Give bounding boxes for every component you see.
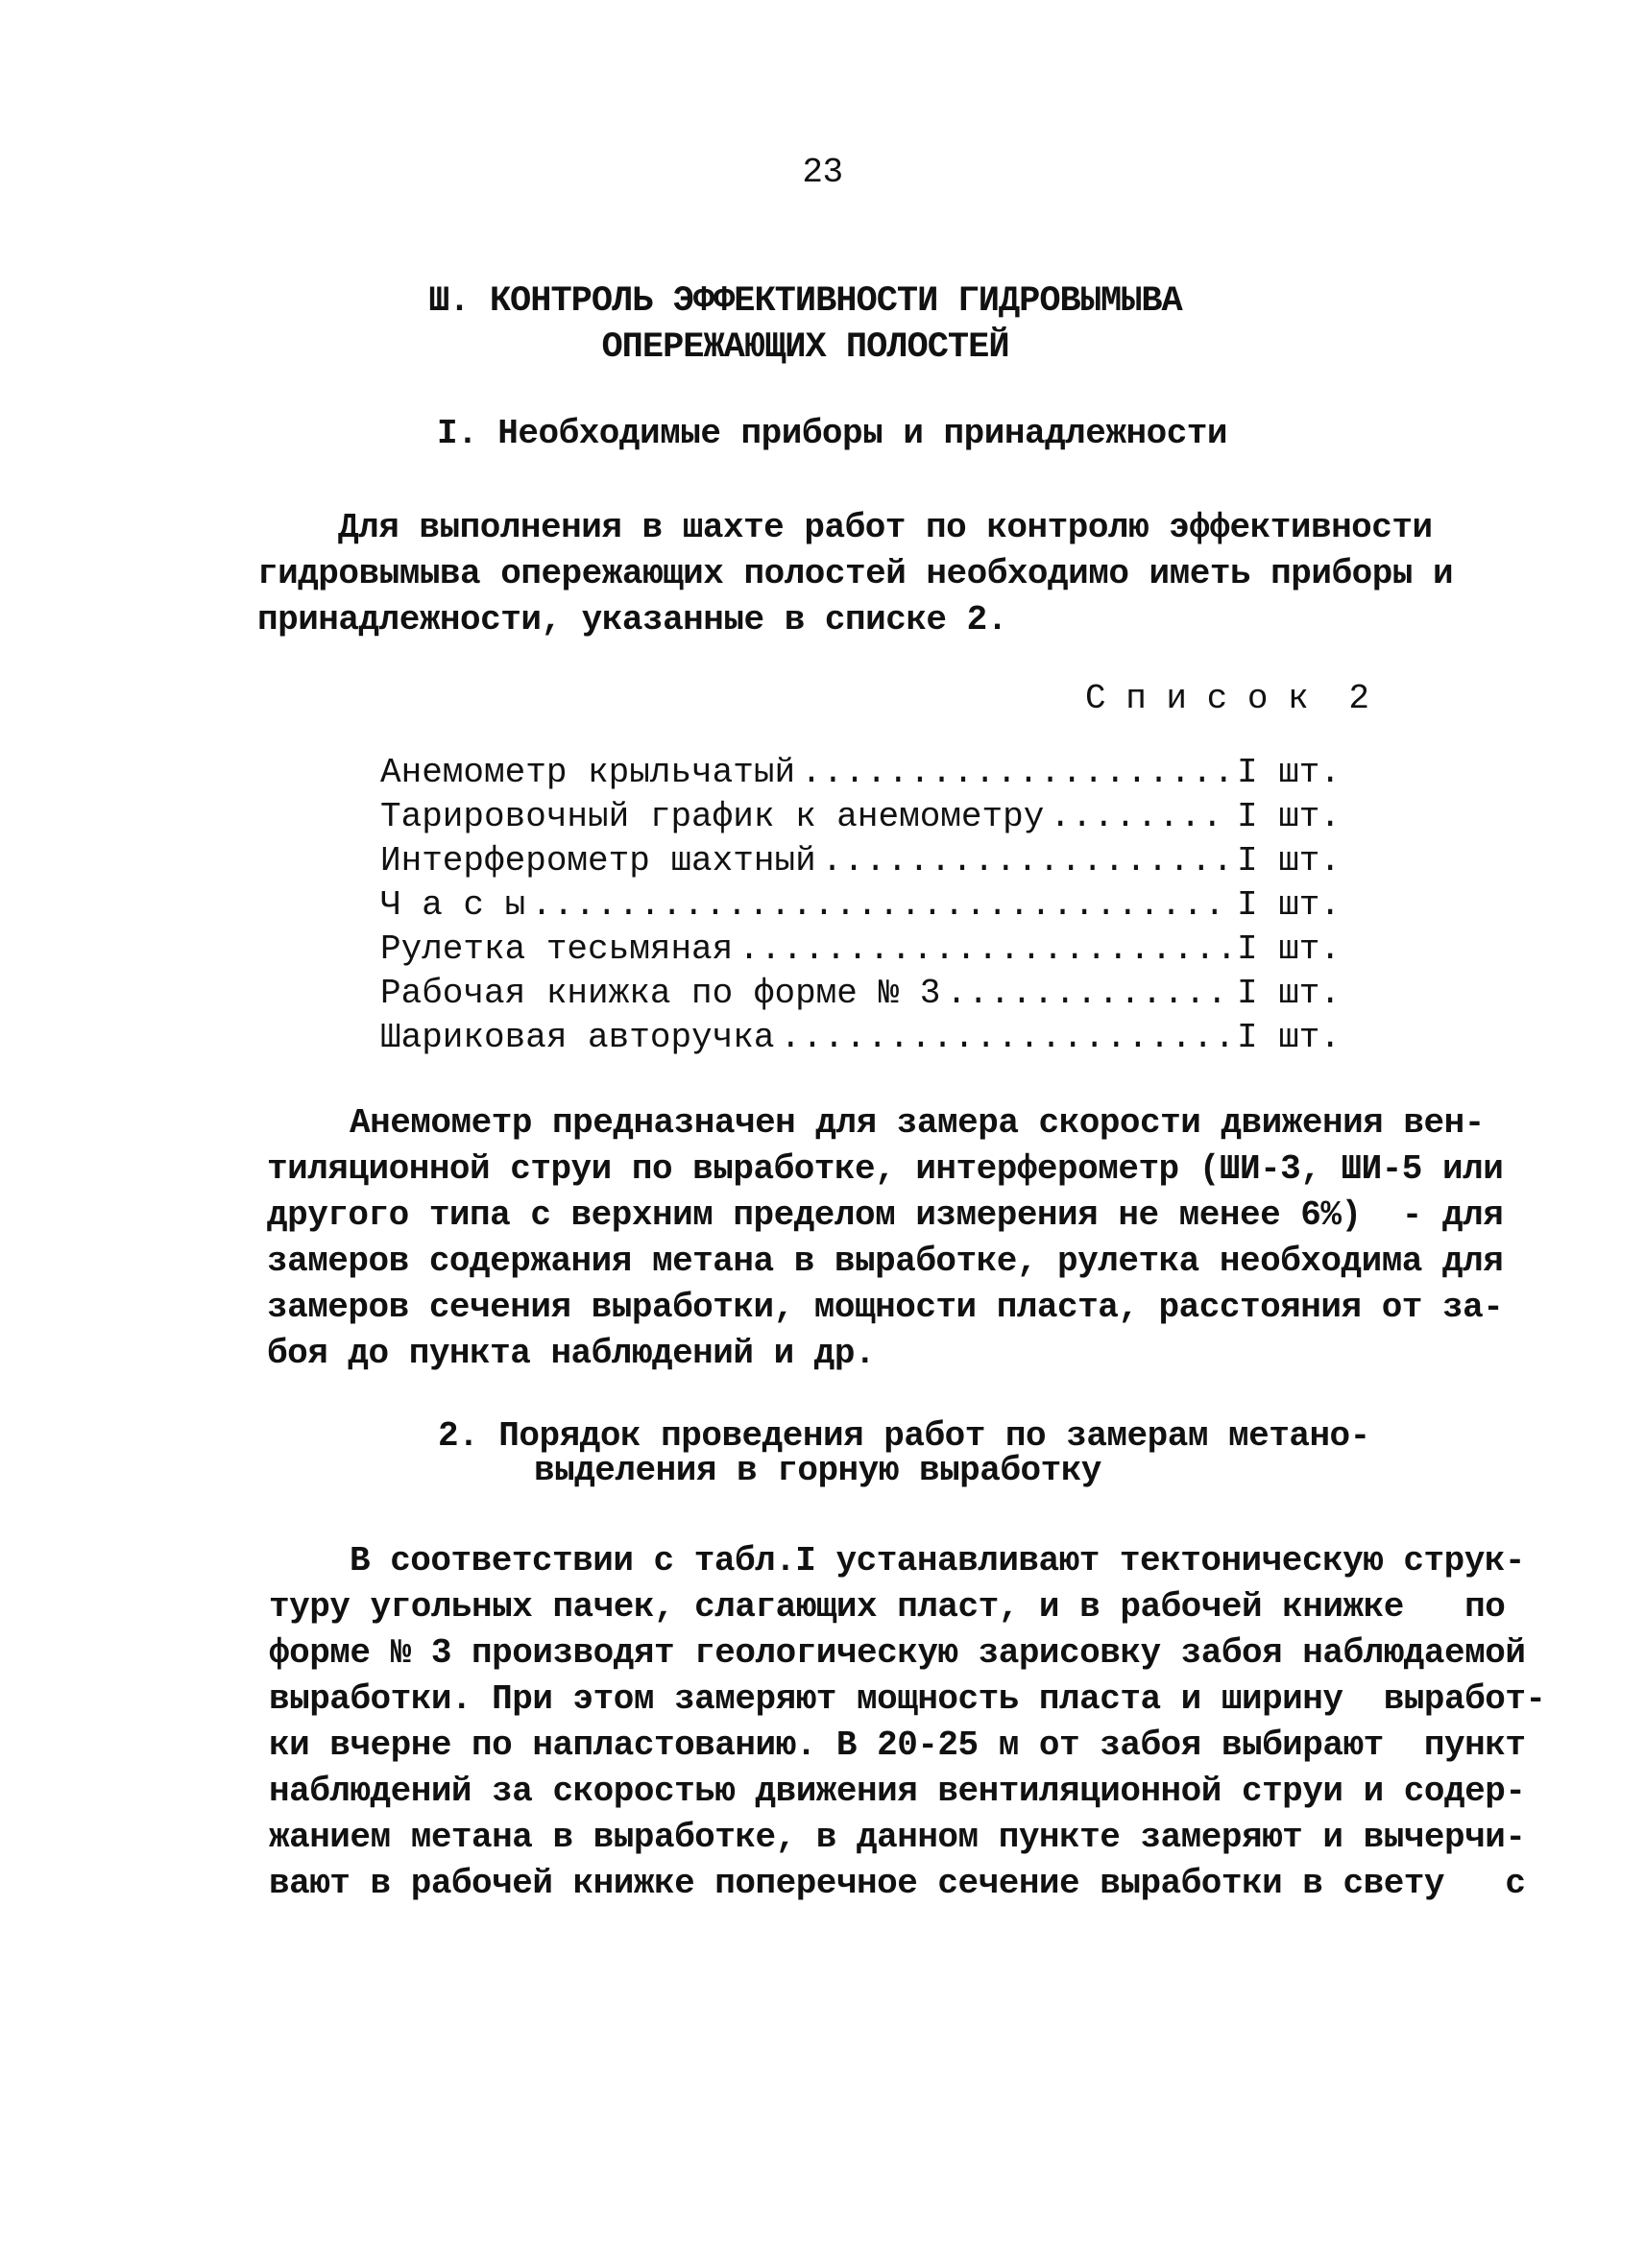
- section-title-line2: ОПЕРЕЖАЮЩИХ ПОЛОСТЕЙ: [601, 327, 1009, 368]
- procedure-paragraph-line: выработки. При этом замеряют мощность пласта и ширину выработ-: [269, 1679, 1546, 1719]
- list-item: [380, 884, 1341, 927]
- description-paragraph-line: боя до пункта наблюдений и др.: [267, 1334, 876, 1373]
- list-item-name: Рулетка тесьмяная: [380, 929, 734, 969]
- procedure-paragraph-line: ки вчерне по напластованию. В 20-25 м от забоя выбирают пункт: [269, 1725, 1526, 1765]
- procedure-paragraph-line: В соответствии с табл.I устанавливают тектоническую струк-: [350, 1541, 1526, 1580]
- description-paragraph-line: замеров содержания метана в выработке, рулетка необходима для: [267, 1242, 1504, 1281]
- description-paragraph-line: замеров сечения выработки, мощности пласта, расстояния от за-: [267, 1288, 1504, 1327]
- dot-leader: [1050, 796, 1231, 838]
- list-item-quantity: I шт.: [1237, 1018, 1342, 1057]
- list-item: [380, 752, 1341, 794]
- list-item-name: Шариковая авторучка: [380, 1018, 775, 1057]
- list-item: [380, 929, 1341, 971]
- dot-leader: [780, 1017, 1231, 1059]
- list-item: [380, 1017, 1341, 1059]
- description-paragraph-line: другого типа с верхним пределом измерения не менее 6%) - для: [267, 1195, 1504, 1235]
- procedure-paragraph-line: наблюдений за скоростью движения вентиляционной струи и содер-: [269, 1772, 1526, 1811]
- list-caption: С п и с о к 2: [1085, 679, 1369, 718]
- subsection1-title: I. Необходимые приборы и принадлежности: [436, 414, 1228, 453]
- procedure-paragraph-line: форме № 3 производят геологическую зарисовку забоя наблюдаемой: [269, 1633, 1526, 1673]
- intro-paragraph-line: принадлежности, указанные в списке 2.: [257, 600, 1007, 639]
- dot-leader: [738, 929, 1231, 971]
- list-item-quantity: I шт.: [1237, 974, 1342, 1013]
- description-paragraph-line: тиляционной струи по выработке, интерферометр (ШИ-3, ШИ-5 или: [267, 1149, 1504, 1189]
- list-item-quantity: I шт.: [1237, 841, 1342, 881]
- procedure-paragraph-line: туру угольных пачек, слагающих пласт, и в рабочей книжке по: [269, 1587, 1506, 1627]
- list-item: [380, 796, 1341, 838]
- dot-leader: [531, 884, 1231, 927]
- list-item-name: Тарировочный график к анемометру: [380, 797, 1045, 836]
- dot-leader: [822, 840, 1231, 882]
- page-number: 23: [802, 153, 843, 192]
- dot-leader: [801, 752, 1231, 794]
- procedure-paragraph-line: вают в рабочей книжке поперечное сечение выработки в свету с: [269, 1864, 1526, 1903]
- list-item-name: Анемометр крыльчатый: [380, 753, 796, 792]
- dot-leader: [946, 973, 1231, 1015]
- list-item-name: Интерферометр шахтный: [380, 841, 816, 881]
- list-item: [380, 840, 1341, 882]
- subsection2-title-line2: выделения в горную выработку: [534, 1451, 1101, 1490]
- intro-paragraph-line: гидровымыва опережающих полостей необходимо иметь приборы и: [257, 554, 1454, 593]
- section-title-line1: Ш. КОНТРОЛЬ ЭФФЕКТИВНОСТИ ГИДРОВЫМЫВА: [428, 281, 1182, 322]
- description-paragraph-line: Анемометр предназначен для замера скорости движения вен-: [350, 1103, 1485, 1143]
- list-item-name: Рабочая книжка по форме № 3: [380, 974, 941, 1013]
- list-item-quantity: I шт.: [1237, 929, 1342, 969]
- list-item-quantity: I шт.: [1237, 753, 1342, 792]
- procedure-paragraph-line: жанием метана в выработке, в данном пункте замеряют и вычерчи-: [269, 1818, 1526, 1857]
- intro-paragraph-line: Для выполнения в шахте работ по контролю эффективности: [338, 508, 1433, 547]
- list-item-name: Ч а с ы: [380, 885, 526, 925]
- list-item-quantity: I шт.: [1237, 797, 1342, 836]
- subsection2-title-line1: 2. Порядок проведения работ по замерам метано-: [438, 1416, 1370, 1456]
- list-item-quantity: I шт.: [1237, 885, 1342, 925]
- list-item: [380, 973, 1341, 1015]
